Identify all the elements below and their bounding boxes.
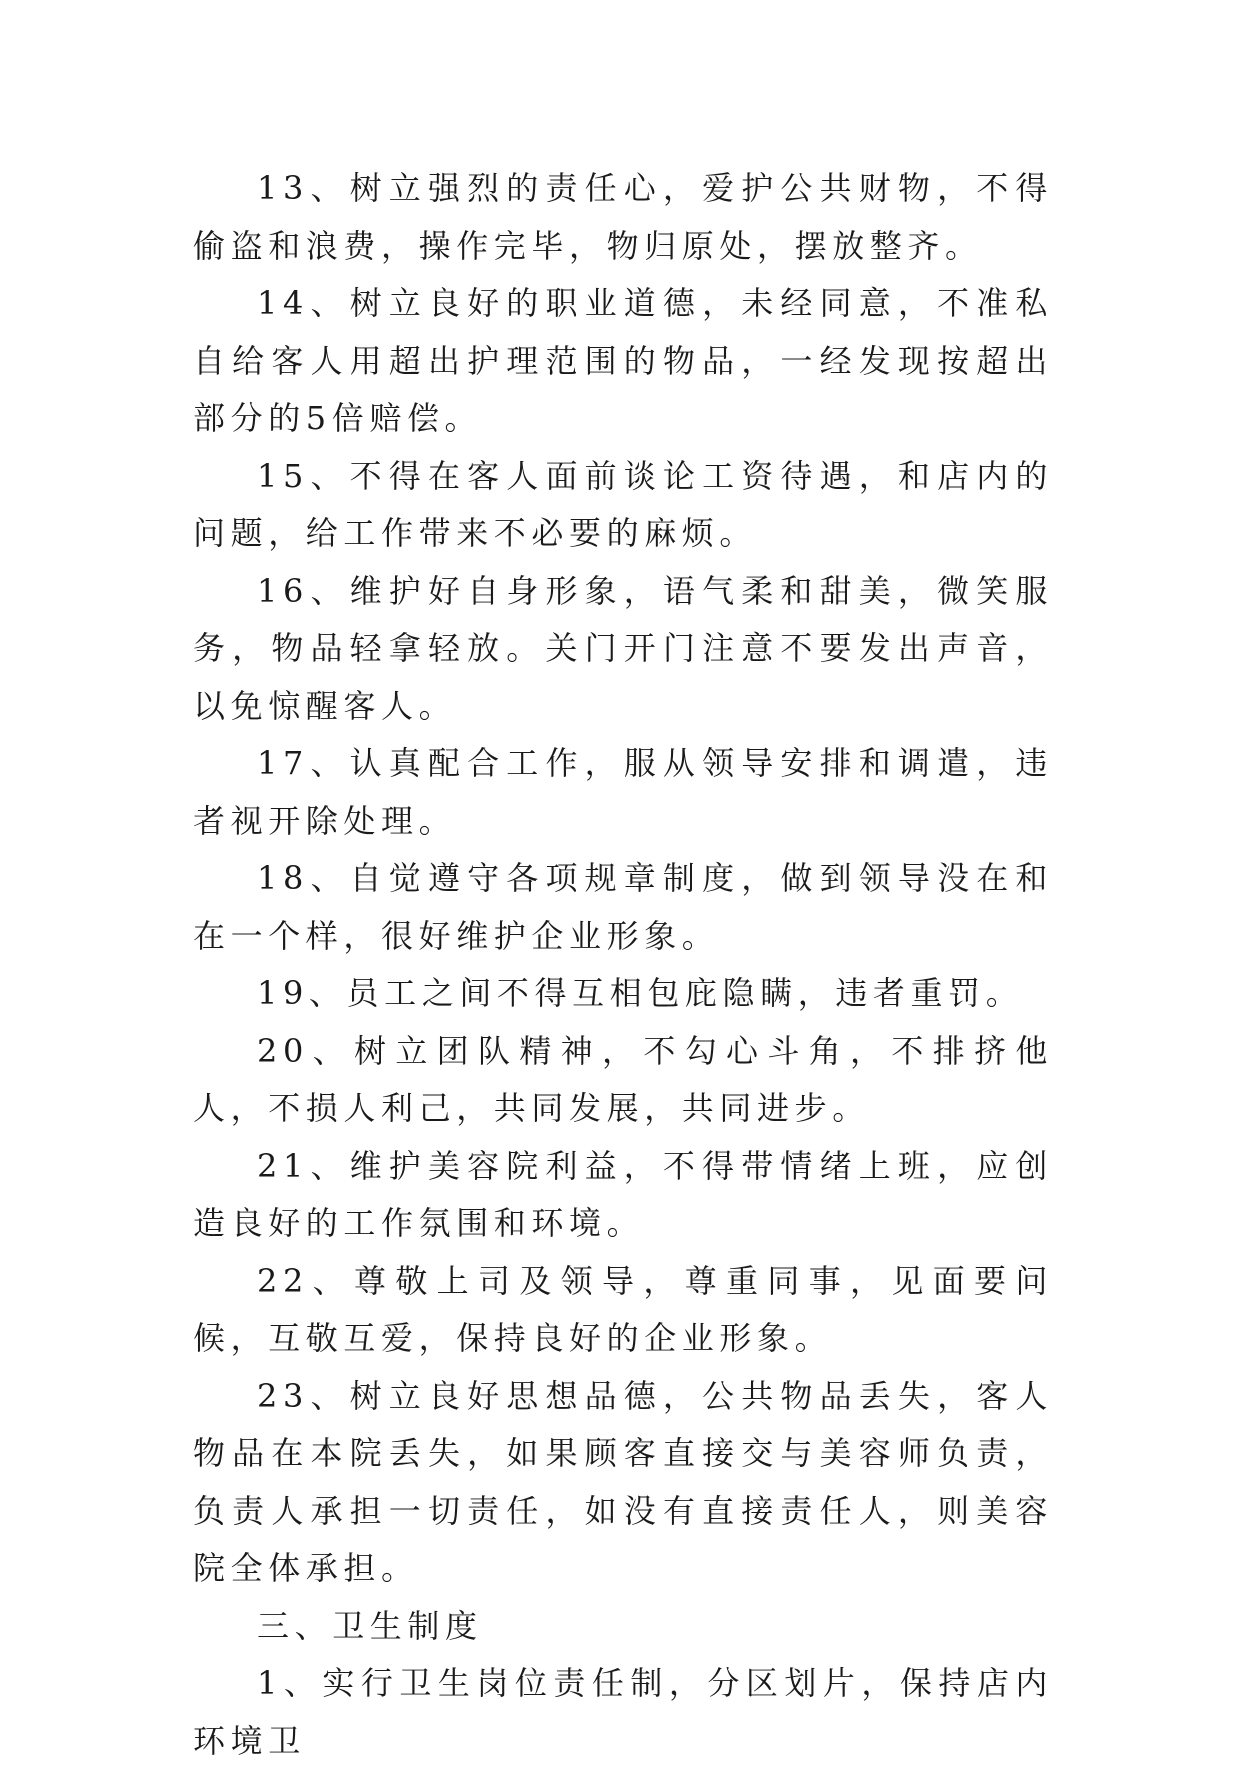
- paragraph-19: 19、员工之间不得互相包庇隐瞒，违者重罚。: [257, 974, 1024, 1012]
- paragraph-22: 22、尊敬上司及领导，尊重同事，见面要问候，互敬互爱，保持良好的企业形象。: [193, 1261, 1053, 1357]
- paragraph-13: 13、树立强烈的责任心，爱护公共财物，不得偷盗和浪费，操作完毕，物归原处，摆放整齐。: [193, 169, 1053, 265]
- paragraph-18: 18、自觉遵守各项规章制度，做到领导没在和在一个样，很好维护企业形象。: [193, 859, 1053, 955]
- paragraph-21: 21、维护美容院利益，不得带情绪上班，应创造良好的工作氛围和环境。: [193, 1146, 1053, 1242]
- paragraph-15: 15、不得在客人面前谈论工资待遇，和店内的问题，给工作带来不必要的麻烦。: [193, 456, 1053, 552]
- paragraph-20: 20、树立团队精神，不勾心斗角，不排挤他人，不损人利己，共同发展，共同进步。: [193, 1031, 1053, 1127]
- paragraph-14: 14、树立良好的职业道德，未经同意，不准私自给客人用超出护理范围的物品，一经发现按超出部分的5倍赔偿。: [193, 284, 1053, 437]
- paragraph-17: 17、认真配合工作，服从领导安排和调遣，违者视开除处理。: [193, 744, 1053, 840]
- section-heading-hygiene: 三、卫生制度: [257, 1606, 483, 1645]
- paragraph-23: 23、树立良好思想品德，公共物品丢失，客人物品在本院丢失，如果顾客直接交与美容师负责，负责人承担一切责任，如没有直接责任人，则美容院全体承担。: [193, 1376, 1053, 1587]
- paragraph-16: 16、维护好自身形象，语气柔和甜美，微笑服务，物品轻拿轻放。关门开门注意不要发出声音，以免惊醒客人。: [193, 571, 1053, 725]
- document-body: [193, 160, 1053, 1770]
- paragraph-hygiene-1: 1、实行卫生岗位责任制，分区划片，保持店内环境卫: [193, 1664, 1053, 1760]
